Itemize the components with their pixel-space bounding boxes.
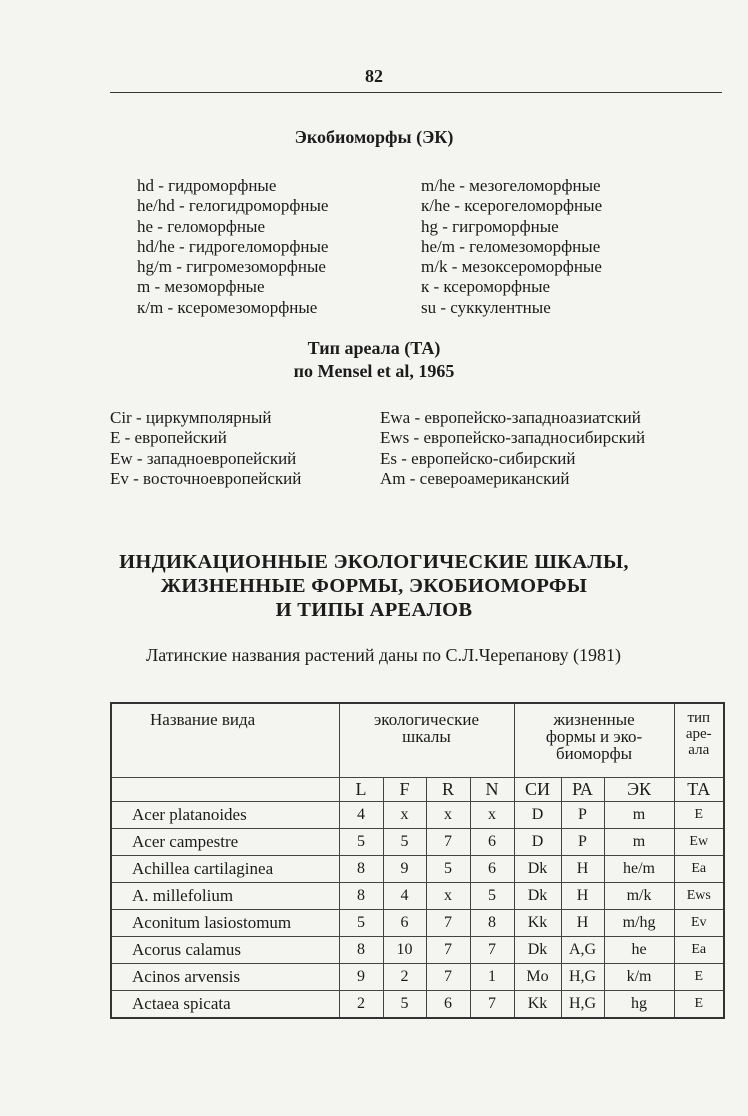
cell-r: 7 — [426, 937, 470, 964]
cell-r: 7 — [426, 910, 470, 937]
legend-item: Ew - западноевропейский — [110, 448, 297, 468]
legend-item: к - ксероморфные — [421, 277, 551, 297]
species-name: A. millefolium — [111, 883, 339, 910]
cell-si: D — [514, 829, 561, 856]
table-row — [111, 937, 724, 964]
main-heading-line1: ИНДИКАЦИОННЫЕ ЭКОЛОГИЧЕСКИЕ ШКАЛЫ, — [119, 551, 629, 573]
cell-ek: m/hg — [604, 910, 674, 937]
cell-f: 9 — [383, 856, 426, 883]
header-areal: тип аре- ала — [674, 703, 724, 778]
cell-ta: Ews — [674, 883, 724, 910]
legend-item: he/hd - гелогидроморфные — [137, 196, 329, 216]
species-name: Actaea spicata — [111, 991, 339, 1019]
subheader-r: R — [426, 778, 470, 802]
legend-item: к/m - ксеромезоморфные — [137, 297, 318, 317]
cell-l: 8 — [339, 937, 383, 964]
cell-ta: E — [674, 802, 724, 829]
ecobiomorphs-left-list — [137, 176, 328, 318]
cell-f: 6 — [383, 910, 426, 937]
cell-ta: Ea — [674, 937, 724, 964]
cell-r: x — [426, 802, 470, 829]
cell-r: 6 — [426, 991, 470, 1019]
cell-r: x — [426, 883, 470, 910]
legend-item: m/k - мезоксероморфные — [421, 257, 602, 277]
cell-ra: P — [561, 829, 604, 856]
cell-ta: E — [674, 964, 724, 991]
species-name: Acorus calamus — [111, 937, 339, 964]
header-eco-scales: экологические шкалы — [339, 703, 514, 778]
table-row — [111, 802, 724, 829]
subheader-ra: РА — [561, 778, 604, 802]
legend-item: su - суккулентные — [421, 297, 551, 317]
cell-ek: m — [604, 829, 674, 856]
legend-item: Ev - восточноевропейский — [110, 468, 302, 488]
cell-ra: A,G — [561, 937, 604, 964]
cell-ta: Ew — [674, 829, 724, 856]
legend-item: Es - европейско-сибирский — [380, 448, 576, 468]
cell-l: 8 — [339, 856, 383, 883]
species-name: Aconitum lasiostomum — [111, 910, 339, 937]
cell-ta: E — [674, 991, 724, 1019]
cell-f: 10 — [383, 937, 426, 964]
species-name: Acer platanoides — [111, 802, 339, 829]
source-note: Латинские названия растений даны по С.Л.Черепанову (1981) — [146, 645, 622, 665]
table-row — [111, 964, 724, 991]
cell-ra: P — [561, 802, 604, 829]
subheader-empty — [111, 778, 339, 802]
cell-r: 7 — [426, 964, 470, 991]
cell-l: 5 — [339, 829, 383, 856]
cell-n: 8 — [470, 910, 514, 937]
subheader-n: N — [470, 778, 514, 802]
cell-si: Mo — [514, 964, 561, 991]
species-name: Acinos arvensis — [111, 964, 339, 991]
legend-item: Am - североамериканский — [380, 468, 570, 488]
header-rule — [110, 92, 722, 93]
table-row — [111, 856, 724, 883]
cell-ta: Ea — [674, 856, 724, 883]
cell-ra: H,G — [561, 964, 604, 991]
cell-f: x — [383, 802, 426, 829]
cell-ek: m — [604, 802, 674, 829]
cell-ta: Ev — [674, 910, 724, 937]
cell-ek: m/k — [604, 883, 674, 910]
cell-n: 6 — [470, 829, 514, 856]
legend-item: hd/he - гидрогеломорфные — [137, 236, 329, 256]
subheader-si: СИ — [514, 778, 561, 802]
legend-item: m/he - мезогеломорфные — [421, 176, 601, 195]
main-heading-line3: И ТИПЫ АРЕАЛОВ — [275, 599, 473, 621]
cell-r: 7 — [426, 829, 470, 856]
legend-item: hg - гигроморфные — [421, 216, 559, 236]
subheader-l: L — [339, 778, 383, 802]
legend-item: he/m - геломезоморфные — [421, 236, 601, 256]
cell-f: 4 — [383, 883, 426, 910]
areal-right-list — [380, 408, 645, 489]
legend-item: к/he - ксерогеломорфные — [421, 196, 603, 216]
species-name: Achillea cartilaginea — [111, 856, 339, 883]
main-heading-line2: ЖИЗНЕННЫЕ ФОРМЫ, ЭКОБИОМОРФЫ — [160, 575, 588, 597]
cell-ra: H — [561, 910, 604, 937]
areal-type-title: Тип ареала (ТА) — [307, 338, 441, 358]
subheader-ek: ЭК — [604, 778, 674, 802]
table-row — [111, 991, 724, 1019]
header-species: Название вида — [111, 703, 339, 778]
cell-l: 4 — [339, 802, 383, 829]
cell-n: 7 — [470, 991, 514, 1019]
cell-ra: H — [561, 883, 604, 910]
legend-item: Cir - циркумполярный — [110, 408, 272, 427]
cell-n: 6 — [470, 856, 514, 883]
cell-l: 5 — [339, 910, 383, 937]
areal-left-list — [110, 408, 301, 489]
cell-si: Kk — [514, 991, 561, 1019]
cell-si: Dk — [514, 883, 561, 910]
areal-type-subtitle: по Mensel et al, 1965 — [293, 361, 455, 381]
page-number: 82 — [365, 66, 383, 86]
cell-ek: he/m — [604, 856, 674, 883]
cell-l: 9 — [339, 964, 383, 991]
legend-item: he - геломорфные — [137, 216, 265, 236]
cell-r: 5 — [426, 856, 470, 883]
cell-ra: H,G — [561, 991, 604, 1019]
cell-si: D — [514, 802, 561, 829]
legend-item: m - мезоморфные — [137, 277, 265, 297]
cell-ek: hg — [604, 991, 674, 1019]
cell-si: Dk — [514, 937, 561, 964]
cell-si: Dk — [514, 856, 561, 883]
cell-si: Kk — [514, 910, 561, 937]
legend-item: E - европейский — [110, 428, 227, 448]
cell-n: x — [470, 802, 514, 829]
cell-l: 2 — [339, 991, 383, 1019]
table-row — [111, 829, 724, 856]
table-row — [111, 910, 724, 937]
legend-item: hd - гидроморфные — [137, 176, 277, 195]
subheader-ta: ТА — [674, 778, 724, 802]
cell-l: 8 — [339, 883, 383, 910]
cell-n: 5 — [470, 883, 514, 910]
legend-item: hg/m - гигромезоморфные — [137, 257, 326, 277]
cell-ek: k/m — [604, 964, 674, 991]
ecobiomorphs-title: Экобиоморфы (ЭК) — [294, 127, 454, 147]
cell-f: 5 — [383, 991, 426, 1019]
subheader-f: F — [383, 778, 426, 802]
cell-f: 2 — [383, 964, 426, 991]
cell-n: 7 — [470, 937, 514, 964]
table-row — [111, 883, 724, 910]
legend-item: Ewa - европейско-западноазиатский — [380, 408, 641, 427]
cell-n: 1 — [470, 964, 514, 991]
legend-item: Ews - европейско-западносибирский — [380, 428, 646, 448]
ecobiomorphs-right-list — [421, 176, 602, 318]
cell-ek: he — [604, 937, 674, 964]
header-life-forms: жизненные формы и эко- биоморфы — [514, 703, 674, 778]
cell-ra: H — [561, 856, 604, 883]
species-name: Acer campestre — [111, 829, 339, 856]
species-table — [110, 702, 725, 1019]
cell-f: 5 — [383, 829, 426, 856]
